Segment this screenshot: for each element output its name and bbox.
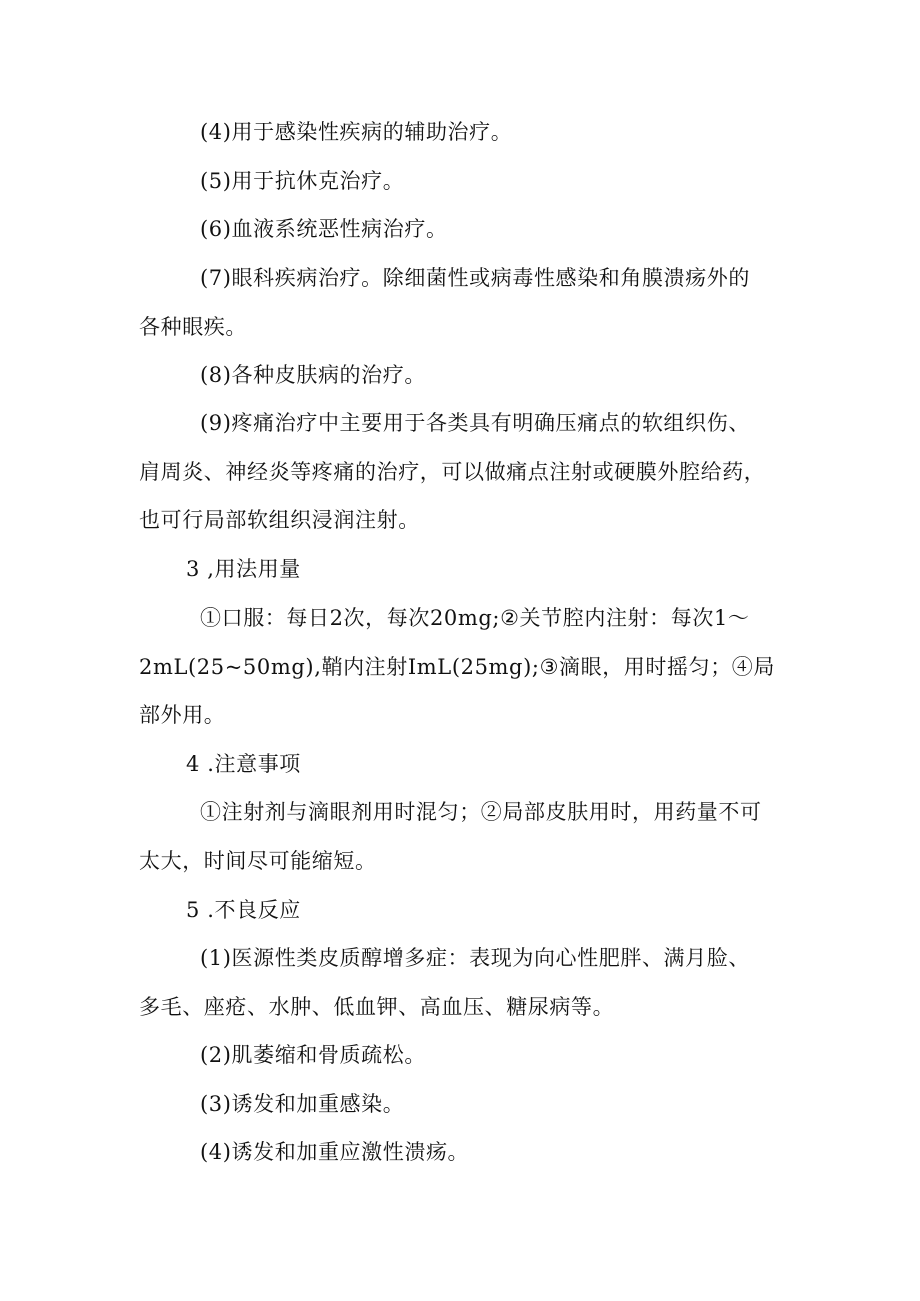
paragraph-precautions — [139, 788, 799, 885]
paragraph-indication-5 — [139, 157, 799, 206]
text-line: (5)用于抗休克治疗。 — [200, 169, 405, 193]
section-heading-dosage — [139, 545, 799, 594]
text-line: 也可行局部软组织浸润注射。 — [139, 508, 420, 532]
paragraph-adverse-2 — [139, 1031, 799, 1080]
text-line: (4)用于感染性疾病的辅助治疗。 — [200, 120, 513, 144]
paragraph-adverse-3 — [139, 1080, 799, 1129]
text-line: (2)肌萎缩和骨质疏松。 — [200, 1043, 426, 1067]
text-line: ①注射剂与滴眼剂用时混匀；②局部皮肤用时，用药量不可 — [200, 800, 762, 824]
section-heading-adverse-reactions — [139, 886, 799, 935]
text-line: 各种眼疾。 — [139, 314, 247, 339]
heading-text: 3 ,用法用量 — [186, 557, 301, 581]
paragraph-indication-8 — [139, 351, 799, 400]
text-line: 多毛、座疮、水肿、低血钾、高血压、糖尿病等。 — [139, 994, 615, 1019]
paragraph-dosage — [139, 594, 799, 740]
paragraph-indication-7 — [139, 254, 799, 351]
text-line: (1)医源性类皮质醇增多症：表现为向心性肥胖、满月脸、 — [200, 946, 750, 970]
text-line: (8)各种皮肤病的治疗。 — [200, 363, 426, 387]
heading-text: 4 .注意事项 — [186, 752, 301, 776]
text-line: 2mL(25~50mg),鞘内注射ImL(25mg);③滴眼，用时摇匀；④局 — [139, 654, 775, 679]
heading-text: 5 .不良反应 — [186, 898, 301, 922]
paragraph-indication-4 — [139, 108, 799, 157]
text-line: (3)诱发和加重感染。 — [200, 1092, 405, 1116]
text-line: ①口服：每日2次，每次20mg;②关节腔内注射：每次1～ — [200, 606, 750, 630]
paragraph-indication-6 — [139, 205, 799, 254]
section-heading-precautions — [139, 740, 799, 789]
text-line: 部外用。 — [139, 703, 226, 727]
paragraph-adverse-4 — [139, 1128, 799, 1177]
text-line: (9)疼痛治疗中主要用于各类具有明确压痛点的软组织伤、 — [200, 411, 750, 435]
text-line: 太大，时间尽可能缩短。 — [139, 848, 377, 873]
text-line: (7)眼科疾病治疗。除细菌性或病毒性感染和角膜溃疡外的 — [200, 266, 750, 290]
text-line: (6)血液系统恶性病治疗。 — [200, 217, 448, 241]
paragraph-adverse-1 — [139, 934, 799, 1031]
text-line: 肩周炎、神经炎等疼痛的治疗，可以做痛点注射或硬膜外腔给药， — [139, 459, 766, 484]
paragraph-indication-9 — [139, 399, 799, 545]
text-line: (4)诱发和加重应激性溃疡。 — [200, 1140, 470, 1164]
